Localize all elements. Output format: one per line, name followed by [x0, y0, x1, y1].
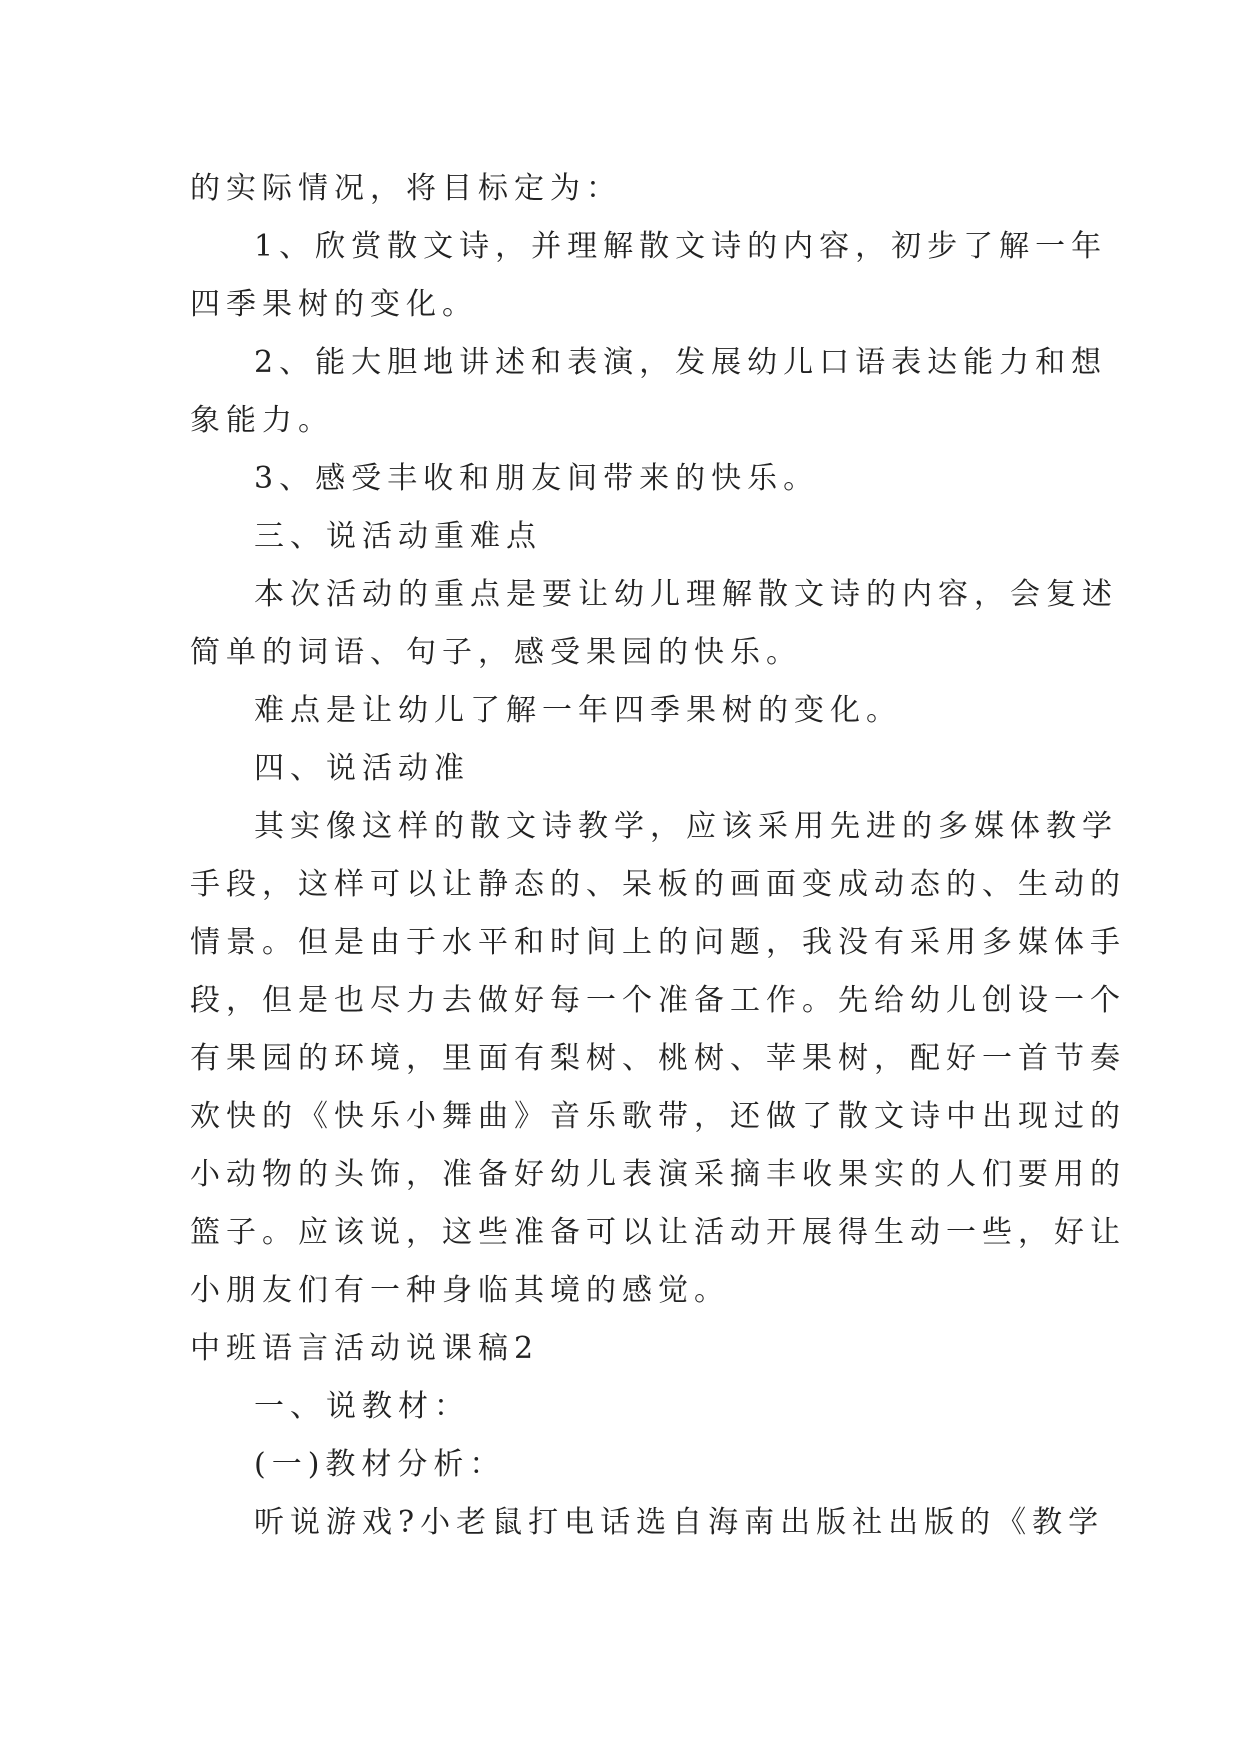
text-line: 1、欣赏散文诗，并理解散文诗的内容，初步了解一年	[254, 229, 1108, 264]
text-line: 四、说活动准	[254, 751, 470, 786]
text-line: 简单的词语、句子，感受果园的快乐。	[190, 635, 802, 670]
text-line: 篮子。应该说，这些准备可以让活动开展得生动一些，好让	[190, 1215, 1126, 1250]
text-line: 难点是让幼儿了解一年四季果树的变化。	[254, 693, 902, 728]
text-line: 段，但是也尽力去做好每一个准备工作。先给幼儿创设一个	[190, 983, 1126, 1018]
text-line: 小动物的头饰，准备好幼儿表演采摘丰收果实的人们要用的	[190, 1157, 1126, 1192]
text-line: 一、说教材：	[254, 1389, 470, 1424]
text-line: 欢快的《快乐小舞曲》音乐歌带，还做了散文诗中出现过的	[190, 1099, 1126, 1134]
text-line: 情景。但是由于水平和时间上的问题，我没有采用多媒体手	[190, 925, 1126, 960]
text-line: 中班语言活动说课稿2	[190, 1331, 540, 1366]
text-line: 小朋友们有一种身临其境的感觉。	[190, 1273, 730, 1308]
text-line: 其实像这样的散文诗教学，应该采用先进的多媒体教学	[254, 809, 1118, 844]
text-line: 本次活动的重点是要让幼儿理解散文诗的内容，会复述	[254, 577, 1118, 612]
text-line: 3、感受丰收和朋友间带来的快乐。	[254, 461, 820, 496]
text-line: 听说游戏?小老鼠打电话选自海南出版社出版的《教学	[254, 1505, 1105, 1540]
text-line: (一)教材分析：	[254, 1447, 506, 1482]
text-line: 2、能大胆地讲述和表演，发展幼儿口语表达能力和想	[254, 345, 1108, 380]
text-line: 四季果树的变化。	[190, 287, 478, 322]
text-line: 三、说活动重难点	[254, 519, 542, 554]
text-line: 有果园的环境，里面有梨树、桃树、苹果树，配好一首节奏	[190, 1041, 1126, 1076]
text-line: 的实际情况，将目标定为：	[190, 171, 622, 206]
text-line: 手段，这样可以让静态的、呆板的画面变成动态的、生动的	[190, 867, 1126, 902]
text-line: 象能力。	[190, 403, 334, 438]
document-body	[190, 160, 1126, 1552]
